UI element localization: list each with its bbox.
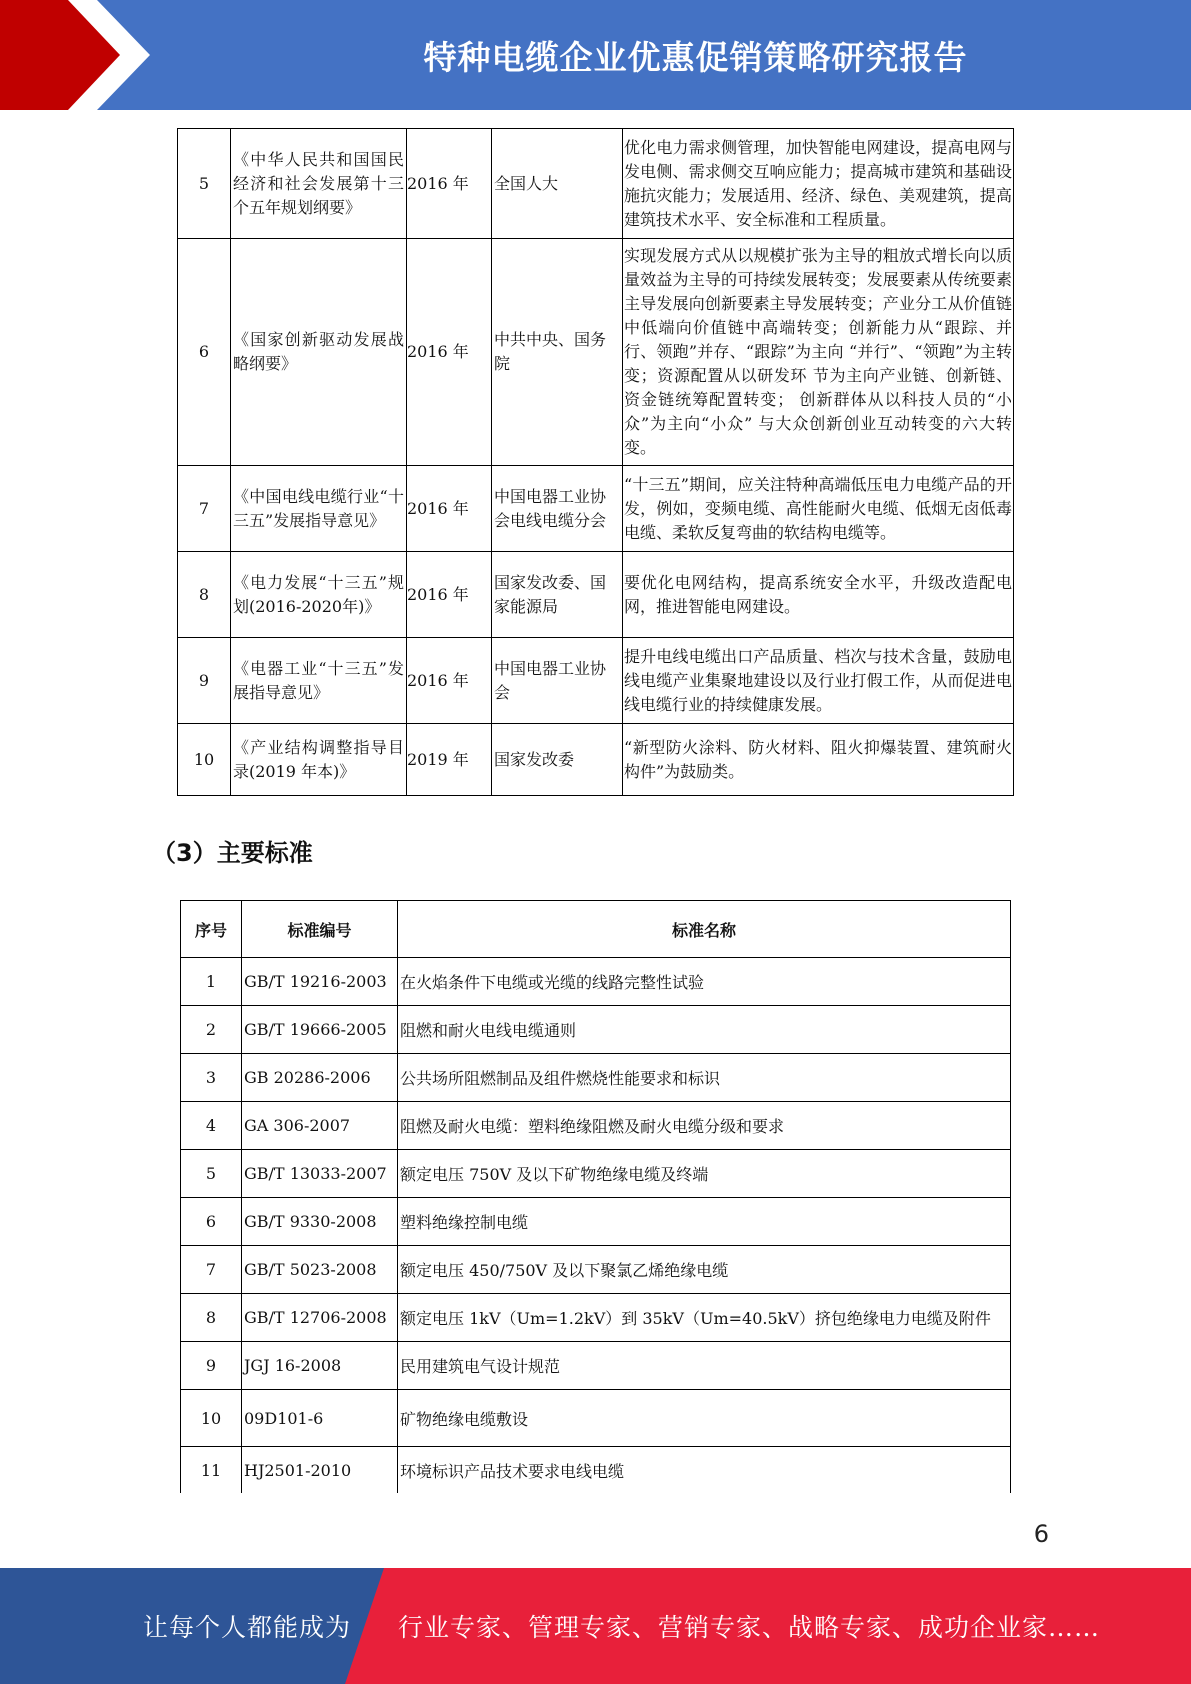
row-number: 2 [181,1006,242,1054]
table-row [181,1198,1011,1246]
table-row [181,1006,1011,1054]
row-number: 8 [181,1294,242,1342]
policy-content: “新型防火涂料、防火材料、阻火抑爆装置、建筑耐火构件”为鼓励类。 [623,724,1014,796]
policy-year: 2016 年 [407,239,492,466]
row-number: 8 [178,552,231,638]
policy-content: 要优化电网结构，提高系统安全水平，升级改造配电网，推进智能电网建设。 [623,552,1014,638]
standard-name: 阻燃及耐火电缆：塑料绝缘阻燃及耐火电缆分级和要求 [398,1102,1011,1150]
standard-name: 民用建筑电气设计规范 [398,1342,1011,1390]
standard-name: 公共场所阻燃制品及组件燃烧性能要求和标识 [398,1054,1011,1102]
standard-code: JGJ 16-2008 [242,1342,398,1390]
policy-table [177,128,1014,796]
row-number: 3 [181,1054,242,1102]
page-header [0,0,1191,110]
policy-name: 《国家创新驱动发展战略纲要》 [231,239,407,466]
standard-name: 塑料绝缘控制电缆 [398,1198,1011,1246]
standards-table [180,900,1011,1493]
standard-name: 矿物绝缘电缆敷设 [398,1390,1011,1447]
policy-org: 中国电器工业协会 [492,638,623,724]
table-row [181,958,1011,1006]
report-title: 特种电缆企业优惠促销策略研究报告 [423,37,968,77]
policy-name: 《中国电线电缆行业“十三五”发展指导意见》 [231,466,407,552]
table-row [181,1102,1011,1150]
policy-year: 2016 年 [407,129,492,239]
standard-code: 09D101-6 [242,1390,398,1447]
standard-code: GB/T 5023-2008 [242,1246,398,1294]
footer-slogan-right: 行业专家、管理专家、营销专家、战略专家、成功企业家…… [398,1613,1101,1642]
standard-code: GB 20286-2006 [242,1054,398,1102]
standard-code: HJ2501-2010 [242,1447,398,1494]
table-row [178,129,1014,239]
table-row [178,552,1014,638]
table-row [181,1390,1011,1447]
table-row [181,1054,1011,1102]
row-number: 9 [178,638,231,724]
policy-year: 2016 年 [407,466,492,552]
policy-content: 优化电力需求侧管理，加快智能电网建设，提高电网与发电侧、需求侧交互响应能力；提高城市建筑和基础设施抗灾能力；发展适用、经济、绿色、美观建筑，提高建筑技术水平、安全标准和工程质量。 [623,129,1014,239]
row-number: 4 [181,1102,242,1150]
row-number: 7 [181,1246,242,1294]
footer-slogan-left: 让每个人都能成为 [143,1613,352,1642]
row-number: 1 [181,958,242,1006]
row-number: 7 [178,466,231,552]
table-row [181,1447,1011,1494]
table-row [178,638,1014,724]
standard-name: 额定电压 450/750V 及以下聚氯乙烯绝缘电缆 [398,1246,1011,1294]
row-number: 9 [181,1342,242,1390]
policy-content: 提升电线电缆出口产品质量、档次与技术含量，鼓励电线电缆产业集聚地建设以及行业打假工作，从而促进电线电缆行业的持续健康发展。 [623,638,1014,724]
table-row [181,1294,1011,1342]
column-header-num: 序号 [181,901,242,958]
row-number: 6 [178,239,231,466]
policy-name: 《中华人民共和国国民经济和社会发展第十三个五年规划纲要》 [231,129,407,239]
policy-org: 国家发改委 [492,724,623,796]
policy-name: 《电器工业“十三五”发展指导意见》 [231,638,407,724]
row-number: 5 [181,1150,242,1198]
column-header-name: 标准名称 [398,901,1011,958]
policy-content: 实现发展方式从以规模扩张为主导的粗放式增长向以质量效益为主导的可持续发展转变；发展要素从传统要素主导发展向创新要素主导发展转变；产业分工从价值链中低端向价值链中高端转变；创新能力从“跟踪、并行、领跑”并存、“跟踪”为主向 “并行”、“领跑”为主转变；资源配置从以研发环 节为主向产业链、创新链、资金链统筹配置转变； 创新群体从以科技人员的“小众”为主向“小众” 与大众创新创业互动转变的六大转变。 [623,239,1014,466]
page-number: 6 [1033,1520,1049,1548]
row-number: 6 [181,1198,242,1246]
policy-org: 中国电器工业协会电线电缆分会 [492,466,623,552]
section-title: （3）主要标准 [152,839,313,867]
policy-org: 中共中央、国务院 [492,239,623,466]
header-chevron-graphic [0,0,150,110]
row-number: 11 [181,1447,242,1494]
standard-code: GB/T 9330-2008 [242,1198,398,1246]
table-row [181,1150,1011,1198]
column-header-code: 标准编号 [242,901,398,958]
policy-year: 2016 年 [407,638,492,724]
table-row [178,466,1014,552]
standard-code: GB/T 12706-2008 [242,1294,398,1342]
standard-code: GB/T 13033-2007 [242,1150,398,1198]
standard-name: 在火焰条件下电缆或光缆的线路完整性试验 [398,958,1011,1006]
policy-content: “十三五”期间，应关注特种高端低压电力电缆产品的开发，例如，变频电缆、高性能耐火电缆、低烟无卤低毒电缆、柔软反复弯曲的软结构电缆等。 [623,466,1014,552]
policy-year: 2016 年 [407,552,492,638]
row-number: 10 [178,724,231,796]
policy-name: 《产业结构调整指导目录(2019 年本)》 [231,724,407,796]
table-row [178,239,1014,466]
standard-code: GB/T 19666-2005 [242,1006,398,1054]
table-row [181,1246,1011,1294]
row-number: 10 [181,1390,242,1447]
table-row [181,1342,1011,1390]
policy-org: 全国人大 [492,129,623,239]
standard-name: 额定电压 1kV（Um=1.2kV）到 35kV（Um=40.5kV）挤包绝缘电力电缆及附件 [398,1294,1011,1342]
standard-code: GB/T 19216-2003 [242,958,398,1006]
table-row [178,724,1014,796]
row-number: 5 [178,129,231,239]
policy-year: 2019 年 [407,724,492,796]
policy-name: 《电力发展“十三五”规划(2016-2020年)》 [231,552,407,638]
standard-name: 阻燃和耐火电线电缆通则 [398,1006,1011,1054]
table-header-row [181,901,1011,958]
standard-name: 环境标识产品技术要求电线电缆 [398,1447,1011,1494]
standard-code: GA 306-2007 [242,1102,398,1150]
standard-name: 额定电压 750V 及以下矿物绝缘电缆及终端 [398,1150,1011,1198]
page-footer [0,1568,1191,1684]
policy-org: 国家发改委、国家能源局 [492,552,623,638]
